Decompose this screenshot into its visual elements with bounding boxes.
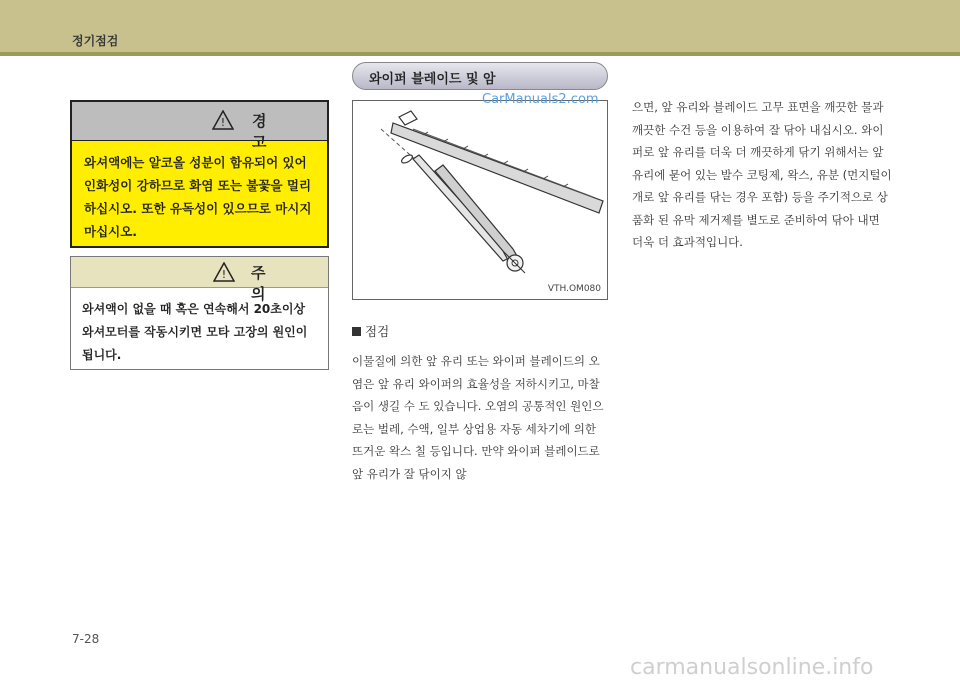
header-title: 정기점검: [72, 34, 119, 48]
svg-text:!: !: [220, 116, 226, 129]
header-divider: [0, 52, 960, 56]
inspection-paragraph-2: 으면, 앞 유리와 블레이드 고무 표면을 깨끗한 물과 깨끗한 수건 등을 이용하여 잘 닦아 내십시오. 와이퍼로 앞 유리를 더욱 더 깨끗하게 닦기 위해서는 앞 유리에 묻어 있는 발수 코팅제, 왁스, 유분 (먼지털이개로 앞 유리를 닦는 경우 포함) 등을 주기적으로 상품화 된 유막 제거제를 별도로 준비하여 닦아 내면 더욱 더 효과적입니다.: [632, 100, 892, 249]
caution-box: [70, 256, 329, 370]
wiper-figure: [352, 100, 608, 300]
inspection-heading-row: [352, 322, 389, 340]
watermark-text: CarManuals2.com: [482, 92, 599, 107]
footer-watermark: carmanualsonline.info: [630, 655, 874, 680]
header-bar: [0, 0, 960, 52]
warning-triangle-icon: [212, 110, 234, 130]
caution-heading: 주 의: [251, 264, 292, 303]
warning-box: [70, 100, 329, 248]
figure-code: VTH.OM080: [547, 284, 601, 294]
inspection-heading: 점검: [365, 324, 390, 339]
square-bullet-icon: [352, 327, 361, 336]
section-title: 와이퍼 블레이드 및 암: [369, 72, 496, 87]
caution-triangle-icon: [213, 262, 235, 282]
warning-heading: 경 고: [252, 112, 293, 151]
inspection-paragraph-1: 이물질에 의한 앞 유리 또는 와이퍼 블레이드의 오염은 앞 유리 와이퍼의 효율성을 저하시키고, 마찰음이 생길 수 도 있습니다. 오염의 공통적인 원인으로는 벌레, 수액, 일부 상업용 자동 세차기에 의한 뜨거운 왁스 칠 등입니다. 만약 와이퍼 블레이드로 앞 유리가 잘 닦이지 않: [352, 354, 604, 481]
section-title-pill: [352, 62, 608, 90]
caution-header: [71, 257, 328, 303]
caution-text: 와셔액이 없을 때 혹은 연속해서 20초이상 와셔모터를 작동시키면 모타 고장의 원인이 됩니다.: [82, 302, 308, 362]
warning-text: 와셔액에는 알코올 성분이 함유되어 있어 인화성이 강하므로 화염 또는 불꽃을 멀리 하십시오. 또한 유독성이 있으므로 마시지 마십시오.: [84, 155, 312, 239]
warning-header: [72, 102, 327, 151]
svg-text:!: !: [221, 268, 227, 281]
page-number: 7-28: [72, 632, 100, 646]
wiper-illustration: [353, 101, 607, 299]
